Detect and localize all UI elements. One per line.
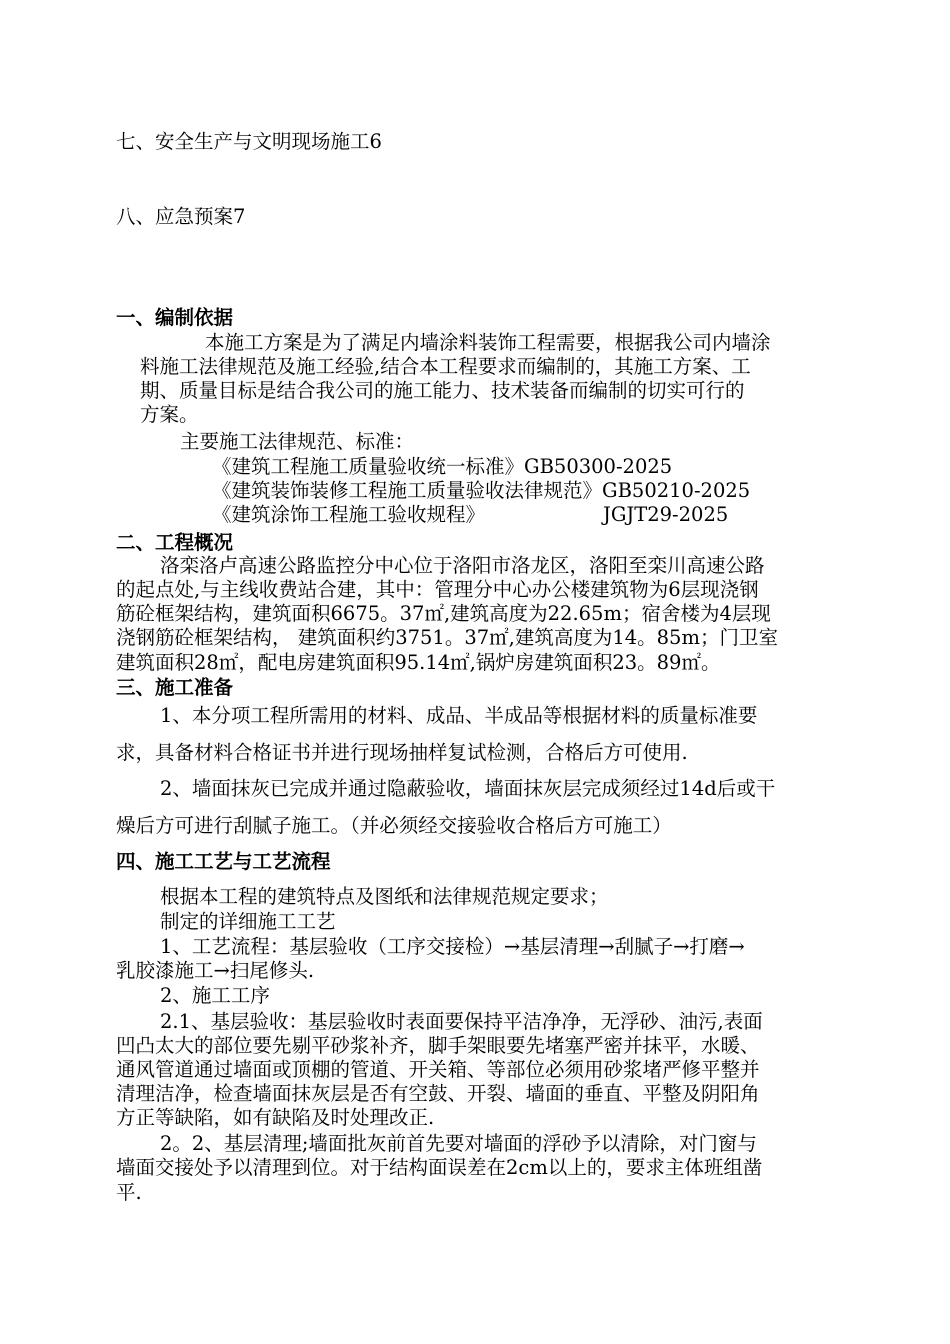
paragraph-line: 清理洁净，检查墙面抹灰层是否有空鼓、开裂、墙面的垂直、平整及阴阳角 [116, 1082, 760, 1105]
section-heading-construction-preparation: 三、施工准备 [116, 676, 234, 699]
paragraph-line: 2、墙面抹灰已完成并通过隐蔽验收，墙面抹灰层完成须经过14d后或干 [160, 777, 776, 800]
paragraph-line: 凹凸太大的部位要先剔平砂浆补齐，脚手架眼要先堵塞严密并抹平，水暖、 [116, 1034, 760, 1057]
paragraph-line: 墙面交接处予以清理到位。对于结构面误差在2cm以上的，要求主体班组凿 [116, 1156, 763, 1179]
standard-item [212, 455, 672, 479]
standard-code: GB50210-2025 [602, 479, 751, 502]
standard-code: JGJT29-2025 [603, 503, 729, 526]
paragraph-line: 根据本工程的建筑特点及图纸和法律规范规定要求； [160, 885, 609, 908]
paragraph-line: 筋砼框架结构，建筑面积6675。37㎡,建筑高度为22.65m；宿舍楼为4层现 [116, 602, 771, 625]
paragraph-line: 本施工方案是为了满足内墙涂料装饰工程需要，根据我公司内墙涂 [205, 331, 771, 354]
paragraph-line: 2.1、基层验收：基层验收时表面要保持平洁净净，无浮砂、油污,表面 [160, 1010, 763, 1033]
paragraph-line: 期、质量目标是结合我公司的施工能力、技术装备而编制的切实可行的 [140, 379, 745, 402]
paragraph-line: 的起点处,与主线收费站合建，其中：管理分中心办公楼建筑物为6层现浇钢 [116, 578, 759, 601]
paragraph-line: 方案。 [140, 403, 199, 426]
standard-item [212, 503, 728, 527]
paragraph-line: 2。2、基层清理;墙面批灰前首先要对墙面的浮砂予以清除，对门窗与 [160, 1132, 757, 1155]
paragraph-line: 燥后方可进行刮腻子施工。（并必须经交接验收合格后方可施工） [116, 814, 672, 837]
paragraph-line: 洛栾洛卢高速公路监控分中心位于洛阳市洛龙区，洛阳至栾川高速公路 [160, 554, 765, 577]
paragraph-line: 料施工法律规范及施工经验,结合本工程要求而编制的，其施工方案、工 [140, 355, 751, 378]
toc-item-7: 七、安全生产与文明现场施工6 [116, 130, 382, 153]
paragraph-line: 方正等缺陷，如有缺陷及时处理改正. [116, 1106, 435, 1129]
standard-name: 《建筑装饰装修工程施工质量验收法律规范》 [212, 479, 603, 502]
section-heading-process-flow: 四、施工工艺与工艺流程 [116, 850, 331, 873]
paragraph-line: 1、工艺流程：基层验收（工序交接检）→基层清理→刮腻子→打磨→ [160, 935, 745, 958]
paragraph-line: 2、施工工序 [160, 984, 270, 1007]
paragraph-line: 1、本分项工程所需用的材料、成品、半成品等根据材料的质量标准要 [160, 704, 758, 727]
paragraph-line: 浇钢筋砼框架结构， 建筑面积约3751。37㎡,建筑高度为14。85m；门卫室 [116, 626, 778, 649]
section-heading-compilation-basis: 一、编制依据 [116, 306, 234, 329]
paragraph-line: 乳胶漆施工→扫尾修头. [116, 959, 315, 982]
section-heading-project-overview: 二、工程概况 [116, 531, 234, 554]
paragraph-line: 平. [116, 1181, 142, 1204]
paragraph-line: 通风管道通过墙面或顶棚的管道、开关箱、等部位必须用砂浆堵严修平整并 [116, 1058, 760, 1081]
paragraph-line: 求，具备材料合格证书并进行现场抽样复试检测，合格后方可使用. [116, 741, 688, 764]
standard-item [212, 479, 750, 503]
standard-code: GB50300-2025 [524, 455, 673, 478]
standard-name: 《建筑工程施工质量验收统一标准》 [212, 455, 525, 478]
standards-intro: 主要施工法律规范、标准： [180, 430, 415, 453]
standard-name: 《建筑涂饰工程施工验收规程》 [212, 503, 486, 526]
toc-item-8: 八、应急预案7 [116, 205, 246, 228]
paragraph-line: 制定的详细施工工艺 [160, 910, 336, 933]
paragraph-line: 建筑面积28㎡，配电房建筑面积95.14㎡,锅炉房建筑面积23。89㎡。 [116, 651, 721, 674]
